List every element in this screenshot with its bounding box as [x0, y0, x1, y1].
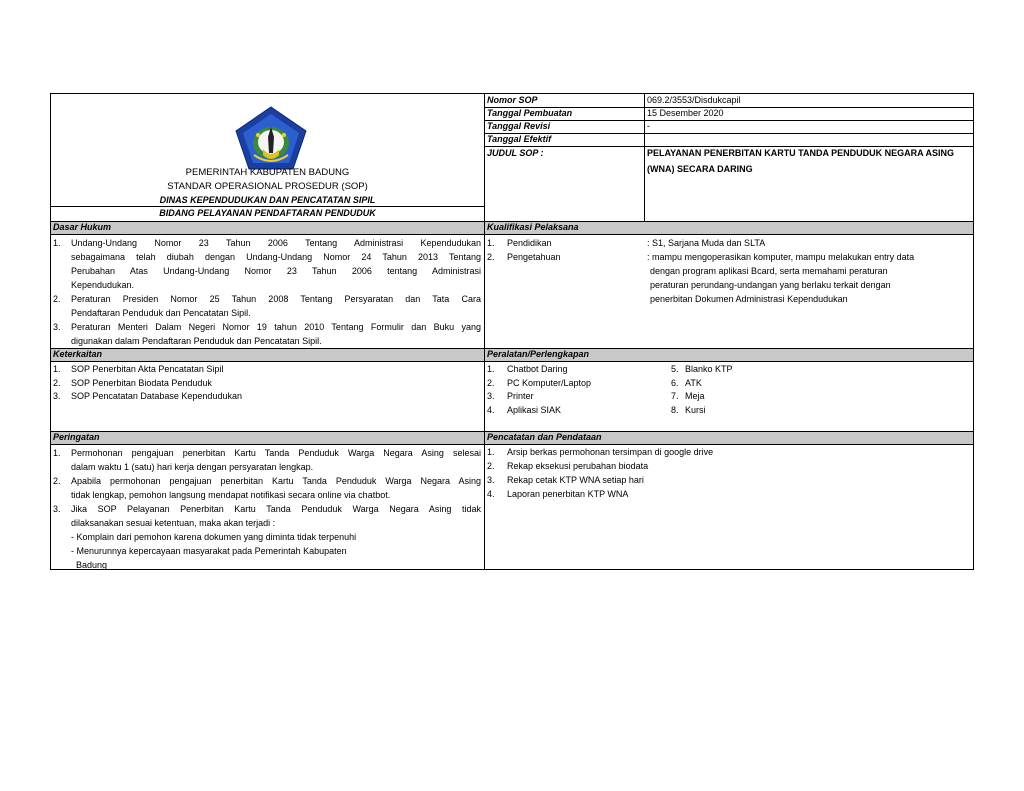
meta-label-efektif: Tanggal Efektif — [487, 134, 552, 144]
peringatan-line: Badung — [71, 560, 108, 570]
peralatan-num: 6. — [671, 378, 679, 388]
peringatan-num-2: 2. — [53, 476, 61, 486]
dasar-hukum-line: Kependudukan. — [71, 280, 135, 290]
peringatan-line: Apabila permohonan pengajuan penerbitan Kartu Tanda Penduduk Warga Negara Asing — [71, 476, 481, 486]
sop-document — [50, 93, 974, 570]
section-title-pencatatan: Pencatatan dan Pendataan — [487, 432, 602, 442]
kualifikasi-value: dengan program aplikasi Bcard, serta memahami peraturan — [650, 266, 888, 276]
peralatan-item: ATK — [685, 378, 702, 388]
dasar-hukum-num-3: 3. — [53, 322, 61, 332]
peralatan-num: 3. — [487, 391, 495, 401]
keterkaitan-item: SOP Pencatatan Database Kependudukan — [71, 391, 242, 401]
dasar-hukum-line: Undang-Undang Nomor 23 Tahun 2006 Tentang Administrasi Kependudukan — [71, 238, 481, 248]
judul-label: JUDUL SOP : — [487, 148, 544, 158]
section-title-kualifikasi: Kualifikasi Pelaksana — [487, 222, 579, 232]
dasar-hukum-line: Pendaftaran Penduduk dan Pencatatan Sipil. — [71, 308, 251, 318]
pencatatan-item: Laporan penerbitan KTP WNA — [507, 489, 629, 499]
dasar-hukum-num-2: 2. — [53, 294, 61, 304]
peralatan-item: Blanko KTP — [685, 364, 733, 374]
peralatan-item: Kursi — [685, 405, 706, 415]
kualifikasi-num-2: 2. — [487, 252, 495, 262]
peralatan-num: 4. — [487, 405, 495, 415]
kualifikasi-value: : mampu mengoperasikan komputer, mampu melakukan entry data — [647, 252, 915, 262]
peringatan-line: dalam waktu 1 (satu) hari kerja dengan persyaratan lengkap. — [71, 462, 314, 472]
peralatan-item: Chatbot Daring — [507, 364, 568, 374]
peringatan-line: Jika SOP Pelayanan Penerbitan Kartu Tanda Penduduk Warga Negara Asing tidak — [71, 504, 481, 514]
org-name: PEMERINTAH KABUPATEN BADUNG — [185, 167, 350, 178]
pencatatan-num: 3. — [487, 475, 495, 485]
meta-label-pembuatan: Tanggal Pembuatan — [487, 108, 573, 118]
dasar-hukum-line: Peraturan Presiden Nomor 25 Tahun 2008 Tentang Persyaratan dan Tata Cara — [71, 294, 481, 304]
meta-value-pembuatan: 15 Desember 2020 — [647, 108, 724, 118]
keterkaitan-item: SOP Penerbitan Akta Pencatatan Sipil — [71, 364, 224, 374]
dasar-hukum-line: Peraturan Menteri Dalam Negeri Nomor 19 tahun 2010 Tentang Formulir dan Buku yang — [71, 322, 481, 332]
kualifikasi-label-1: Pendidikan — [507, 238, 552, 248]
kualifikasi-value: peraturan perundang-undangan yang berlaku terkait dengan — [650, 280, 891, 290]
meta-value-revisi: - — [647, 121, 650, 131]
badung-regency-emblem — [234, 105, 308, 171]
pencatatan-item: Arsip berkas permohonan tersimpan di google drive — [507, 447, 714, 457]
sop-type: STANDAR OPERASIONAL PROSEDUR (SOP) — [167, 181, 368, 192]
meta-label-revisi: Tanggal Revisi — [487, 121, 551, 131]
keterkaitan-num: 1. — [53, 364, 61, 374]
peralatan-num: 2. — [487, 378, 495, 388]
keterkaitan-num: 2. — [53, 378, 61, 388]
peralatan-num: 1. — [487, 364, 495, 374]
peralatan-num: 8. — [671, 405, 679, 415]
judul-line-2: (WNA) SECARA DARING — [647, 164, 753, 174]
division-name: BIDANG PELAYANAN PENDAFTARAN PENDUDUK — [159, 208, 376, 218]
peringatan-line: - Menurunnya kepercayaan masyarakat pada Pemerintah Kabupaten — [71, 546, 347, 556]
peralatan-item: Aplikasi SIAK — [507, 405, 562, 415]
peralatan-num: 7. — [671, 391, 679, 401]
pencatatan-num: 4. — [487, 489, 495, 499]
peralatan-num: 5. — [671, 364, 679, 374]
section-title-dasar-hukum: Dasar Hukum — [53, 222, 112, 232]
peringatan-num-1: 1. — [53, 448, 61, 458]
keterkaitan-num: 3. — [53, 391, 61, 401]
peringatan-line: dilaksanakan sesuai ketentuan, maka akan terjadi : — [71, 518, 276, 528]
keterkaitan-item: SOP Penerbitan Biodata Penduduk — [71, 378, 212, 388]
pencatatan-item: Rekap cetak KTP WNA setiap hari — [507, 475, 644, 485]
dasar-hukum-line: sebagaimana telah diubah dengan Undang-Undang Nomor 24 Tahun 2013 Tentang — [71, 252, 481, 262]
peringatan-line: - Komplain dari pemohon karena dokumen yang diminta tidak terpenuhi — [71, 532, 357, 542]
kualifikasi-value: penerbitan Dokumen Administrasi Kependudukan — [650, 294, 848, 304]
kualifikasi-label-2: Pengetahuan — [507, 252, 561, 262]
dasar-hukum-num-1: 1. — [53, 238, 61, 248]
peralatan-item: PC Komputer/Laptop — [507, 378, 592, 388]
pencatatan-num: 1. — [487, 447, 495, 457]
peringatan-line: Permohonan pengajuan penerbitan Kartu Tanda Penduduk Warga Negara Asing selesai — [71, 448, 481, 458]
peralatan-item: Printer — [507, 391, 534, 401]
judul-line-1: PELAYANAN PENERBITAN KARTU TANDA PENDUDUK NEGARA ASING — [647, 148, 955, 158]
meta-value-nomor: 069.2/3553/Disdukcapil — [647, 95, 741, 105]
peralatan-item: Meja — [685, 391, 705, 401]
department-name: DINAS KEPENDUDUKAN DAN PENCATATAN SIPIL — [159, 195, 376, 205]
section-title-keterkaitan: Keterkaitan — [53, 349, 103, 359]
dasar-hukum-line: digunakan dalam Pendaftaran Penduduk dan Pencatatan Sipil. — [71, 336, 322, 346]
section-title-peralatan: Peralatan/Perlengkapan — [487, 349, 590, 359]
kualifikasi-value: : S1, Sarjana Muda dan SLTA — [647, 238, 766, 248]
section-title-peringatan: Peringatan — [53, 432, 100, 442]
kualifikasi-num-1: 1. — [487, 238, 495, 248]
pencatatan-item: Rekap eksekusi perubahan biodata — [507, 461, 649, 471]
pencatatan-num: 2. — [487, 461, 495, 471]
dasar-hukum-line: Perubahan Atas Undang-Undang Nomor 23 Tahun 2006 tentang Administrasi — [71, 266, 481, 276]
peringatan-num-3: 3. — [53, 504, 61, 514]
peringatan-line: tidak lengkap, pemohon langsung mendapat notifikasi secara online via chatbot. — [71, 490, 391, 500]
meta-label-nomor: Nomor SOP — [487, 95, 538, 105]
